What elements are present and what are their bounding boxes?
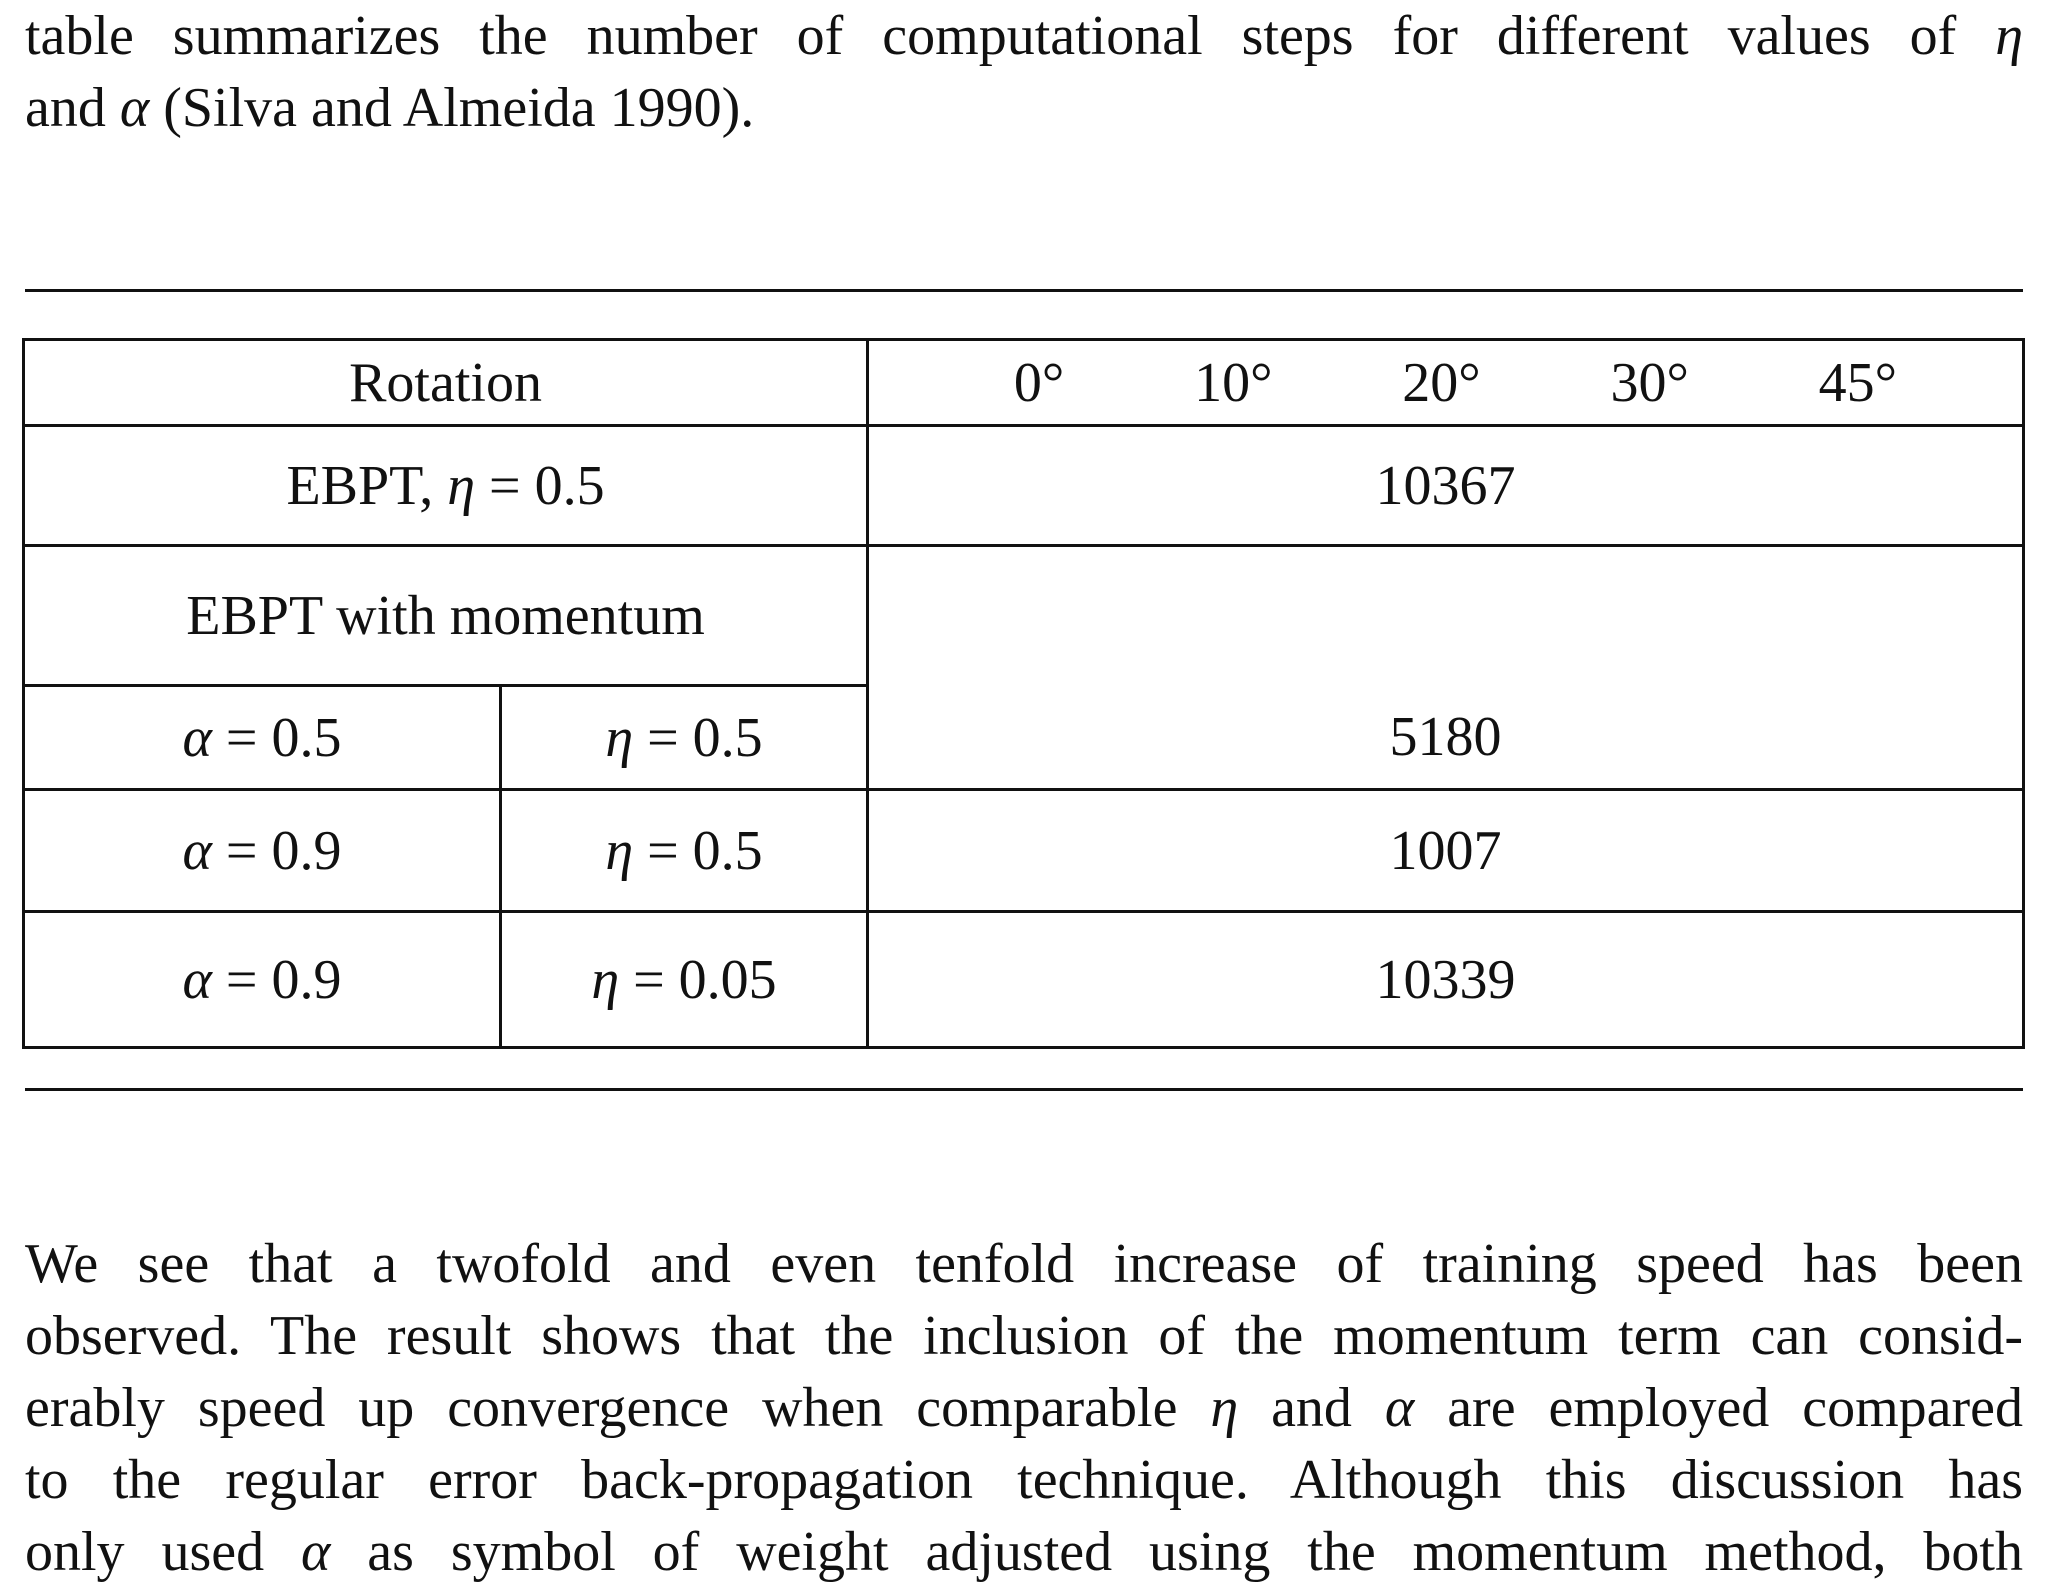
table-header-row (24, 340, 2024, 426)
intro-line-2: and α (Silva and Almeida 1990). (25, 77, 755, 139)
eta-cell: η = 0.05 (501, 912, 868, 1048)
value-cell: 10339 (868, 912, 2024, 1048)
table-bottom-rule (25, 1088, 2023, 1091)
rotation-45: 45° (1818, 351, 1898, 414)
table-top-rule (25, 289, 2023, 292)
eta-cell: η = 0.5 (501, 790, 868, 912)
rotation-30: 30° (1610, 351, 1689, 414)
table-row (24, 790, 2024, 912)
table-row (24, 686, 2024, 790)
eta-cell: η = 0.5 (501, 686, 868, 790)
intro-paragraph (25, 0, 2023, 144)
table-row (24, 546, 2024, 686)
alpha-cell: α = 0.5 (24, 686, 501, 790)
alpha-cell: α = 0.9 (24, 912, 501, 1048)
momentum-spacer (868, 546, 2024, 686)
alpha-cell: α = 0.9 (24, 790, 501, 912)
table-row (24, 426, 2024, 546)
rotation-header: Rotation (24, 340, 868, 426)
value-cell: 5180 (868, 686, 2024, 790)
momentum-label: EBPT with momentum (24, 546, 868, 686)
body-paragraph (25, 1228, 2023, 1588)
rotation-10: 10° (1194, 351, 1273, 414)
results-table (22, 338, 2025, 1049)
value-cell: 1007 (868, 790, 2024, 912)
rotation-values (868, 340, 2024, 426)
rotation-20: 20° (1402, 351, 1481, 414)
body-line-3: erably speed up convergence when comparable η and α are employed compared (25, 1377, 2023, 1439)
body-line-4: to the regular error back-propagation technique. Although this discussion has (25, 1449, 2023, 1511)
table-row (24, 912, 2024, 1048)
body-line-1: We see that a twofold and even tenfold increase of training speed has been (25, 1233, 2023, 1295)
intro-line-1: table summarizes the number of computational steps for different values of η (25, 5, 2023, 67)
ebpt-value: 10367 (868, 426, 2024, 546)
body-line-5: only used α as symbol of weight adjusted using the momentum method, both (25, 1521, 2023, 1583)
rotation-0: 0° (1013, 351, 1065, 414)
body-line-2: observed. The result shows that the inclusion of the momentum term can consid- (25, 1305, 2023, 1367)
ebpt-label: EBPT, η = 0.5 (24, 426, 868, 546)
